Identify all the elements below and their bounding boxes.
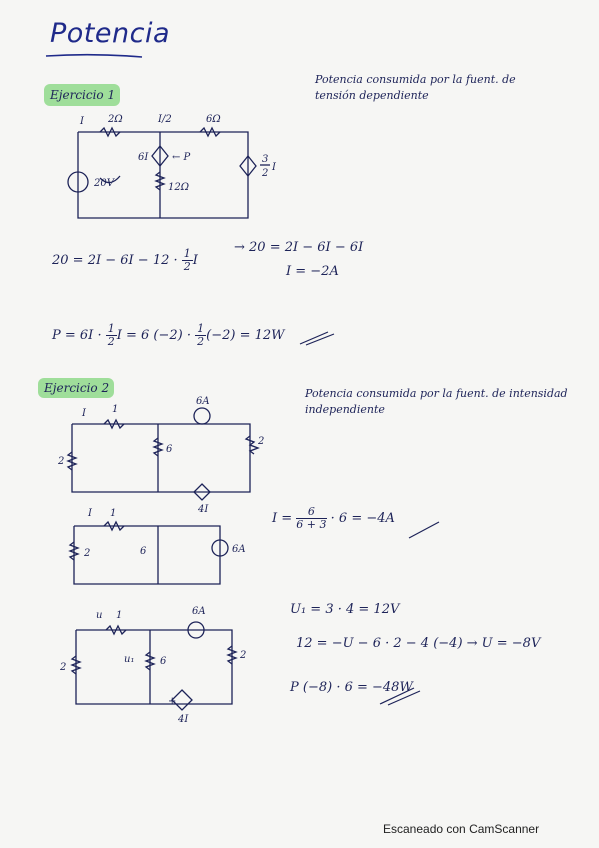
ej1-label-6i: 6I <box>138 152 149 163</box>
ej1-eq1 <box>52 248 198 273</box>
ej2-c3-label-plus: + <box>168 696 177 707</box>
ej2-note <box>305 386 568 418</box>
ej1-eq1-den: 2 <box>183 260 191 273</box>
ej2-c3-label-r1: 1 <box>116 610 123 621</box>
ej1-label-r1: 2Ω <box>108 114 123 125</box>
ej1-eq2-den2: 2 <box>197 335 205 348</box>
ej1-eq2-frac2 <box>195 323 206 348</box>
ej1-eq1-text: 20 = 2I − 6I − 12 · <box>52 253 182 268</box>
ej2-eq-i-pre: I = <box>272 511 297 526</box>
ej2-eq-i <box>272 506 395 531</box>
title-underline <box>44 52 144 60</box>
ej1-answer-check <box>298 330 338 346</box>
ej2-c1-label-rleft: 2 <box>58 456 65 467</box>
scanner-watermark: Escaneado con CamScanner <box>383 822 540 836</box>
ej1-eq2-c: (−2) = 12W <box>206 328 285 343</box>
ej2-eq-i-check <box>405 520 445 540</box>
ej2-c3-label-rmid: 6 <box>160 656 167 667</box>
ej2-c2-label-rmid: 6 <box>140 546 147 557</box>
ej1-label-p: ← P <box>172 152 191 163</box>
ej1-eq2-den1: 2 <box>107 335 115 348</box>
ej1-label-12ohm: 12Ω <box>168 182 190 193</box>
ej2-answer-check <box>378 686 422 706</box>
ej2-c3-label-rright: 2 <box>240 650 247 661</box>
ej2-c2-label-I: I <box>88 508 92 519</box>
ej1-eq2-num2: 1 <box>197 322 205 335</box>
ej2-circuit-3 <box>60 604 250 724</box>
ej2-c2-label-src: 6A <box>232 544 246 555</box>
ej2-note-line1: Potencia consumida por la fuent. de intensidad <box>305 387 568 400</box>
ej1-circuit <box>60 110 280 220</box>
ej1-note-line1: Potencia consumida por la fuent. de <box>315 73 516 86</box>
ej1-eq2-num1: 1 <box>107 322 115 335</box>
ej1-label-i2: I/2 <box>158 114 172 125</box>
ej1-label-dep-num: 3 <box>262 154 269 165</box>
ej2-eq-p: P (−8) · 6 = −48W <box>290 680 413 695</box>
ej1-note <box>315 72 516 104</box>
ej2-eq-u: 12 = −U − 6 · 2 − 4 (−4) → U = −8V <box>296 636 541 651</box>
ej1-eq2 <box>52 323 285 348</box>
ej2-c1-label-rmid: 6 <box>166 444 173 455</box>
ej2-eq-i-frac <box>296 506 326 531</box>
ej2-c1-label-dep: 4I <box>198 504 209 515</box>
ej1-eq1-tail: I <box>192 253 198 268</box>
page-title: Potencia <box>50 18 171 49</box>
ej1-eq2-b: I = 6 (−2) · <box>116 328 196 343</box>
ej1-label-dep-var: I <box>272 162 276 173</box>
ej1-eq1-frac <box>182 248 193 273</box>
ej1-eq2-a: P = 6I · <box>52 328 106 343</box>
ej2-c1-current-source <box>194 408 210 424</box>
ej2-heading: Ejercicio 2 <box>44 381 110 395</box>
ej2-c1-label-src: 6A <box>196 396 210 407</box>
ej2-c1-label-r1: 1 <box>112 404 119 415</box>
ej1-eq1-num: 1 <box>183 247 191 260</box>
ej2-eq-i-den: 6 + 3 <box>296 518 327 531</box>
ej2-c3-label-rleft: 2 <box>60 662 67 673</box>
ej1-label-I: I <box>80 116 84 127</box>
ej1-eq1-result1: → 20 = 2I − 6I − 6I <box>234 240 364 255</box>
ej2-c2-label-rleft: 2 <box>84 548 91 559</box>
ej1-label-r2: 6Ω <box>206 114 221 125</box>
ej2-c3-label-dep: 4I <box>178 714 189 725</box>
ej2-c2-label-r1: 1 <box>110 508 117 519</box>
ej2-eq-i-post: · 6 = −4A <box>330 511 395 526</box>
ej2-c3-label-u: u <box>96 610 103 621</box>
ej2-c1-label-I: I <box>82 408 86 419</box>
ej2-eq-u1: U₁ = 3 · 4 = 12V <box>290 602 400 617</box>
ej1-note-line2: tensión dependiente <box>315 89 429 102</box>
ej2-circuit-1 <box>58 396 270 515</box>
ej1-eq2-frac1 <box>106 323 117 348</box>
ej2-note-line2: independiente <box>305 403 385 416</box>
ej1-eq1-result2: I = −2A <box>286 264 339 279</box>
ej2-c3-label-u1: u₁ <box>124 654 135 665</box>
ej1-label-dep-den: 2 <box>262 168 269 179</box>
ej2-c1-label-rright: 2 <box>258 436 265 447</box>
ej2-c3-label-src: 6A <box>192 606 206 617</box>
ej2-eq-i-num: 6 <box>296 506 326 519</box>
ej1-heading: Ejercicio 1 <box>50 88 116 102</box>
ej1-label-20v: 20V <box>94 178 114 189</box>
